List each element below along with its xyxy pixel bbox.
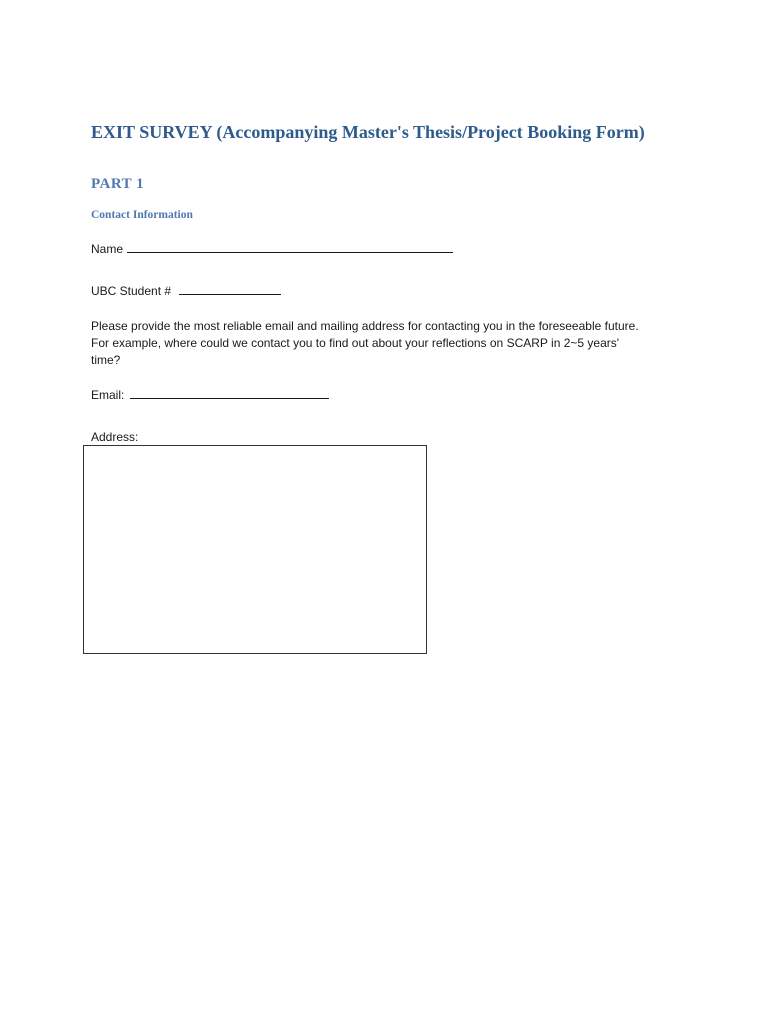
name-blank-line[interactable]: [127, 241, 453, 253]
address-input-box[interactable]: [83, 445, 427, 654]
instructions-line-2: For example, where could we contact you to find out about your reflections on SCARP in 2~5 years': [91, 336, 620, 350]
email-label: Email:: [91, 388, 125, 402]
name-label: Name: [91, 242, 124, 256]
email-field[interactable]: [91, 387, 329, 402]
student-number-label: UBC Student #: [91, 284, 172, 298]
address-label: Address:: [91, 430, 139, 444]
section-heading: Contact Information: [91, 209, 193, 221]
student-number-blank-line[interactable]: [179, 283, 281, 295]
instructions-line-1: Please provide the most reliable email and mailing address for contacting you in the foreseeable future.: [91, 319, 639, 333]
instructions-line-3: time?: [91, 353, 121, 367]
email-blank-line[interactable]: [130, 387, 329, 399]
part-heading: PART 1: [91, 176, 145, 192]
instructions-paragraph: [91, 318, 691, 369]
document-title: EXIT SURVEY (Accompanying Master's Thesis/Project Booking Form): [91, 122, 645, 142]
student-number-field[interactable]: [91, 283, 281, 298]
name-field[interactable]: [91, 241, 453, 256]
